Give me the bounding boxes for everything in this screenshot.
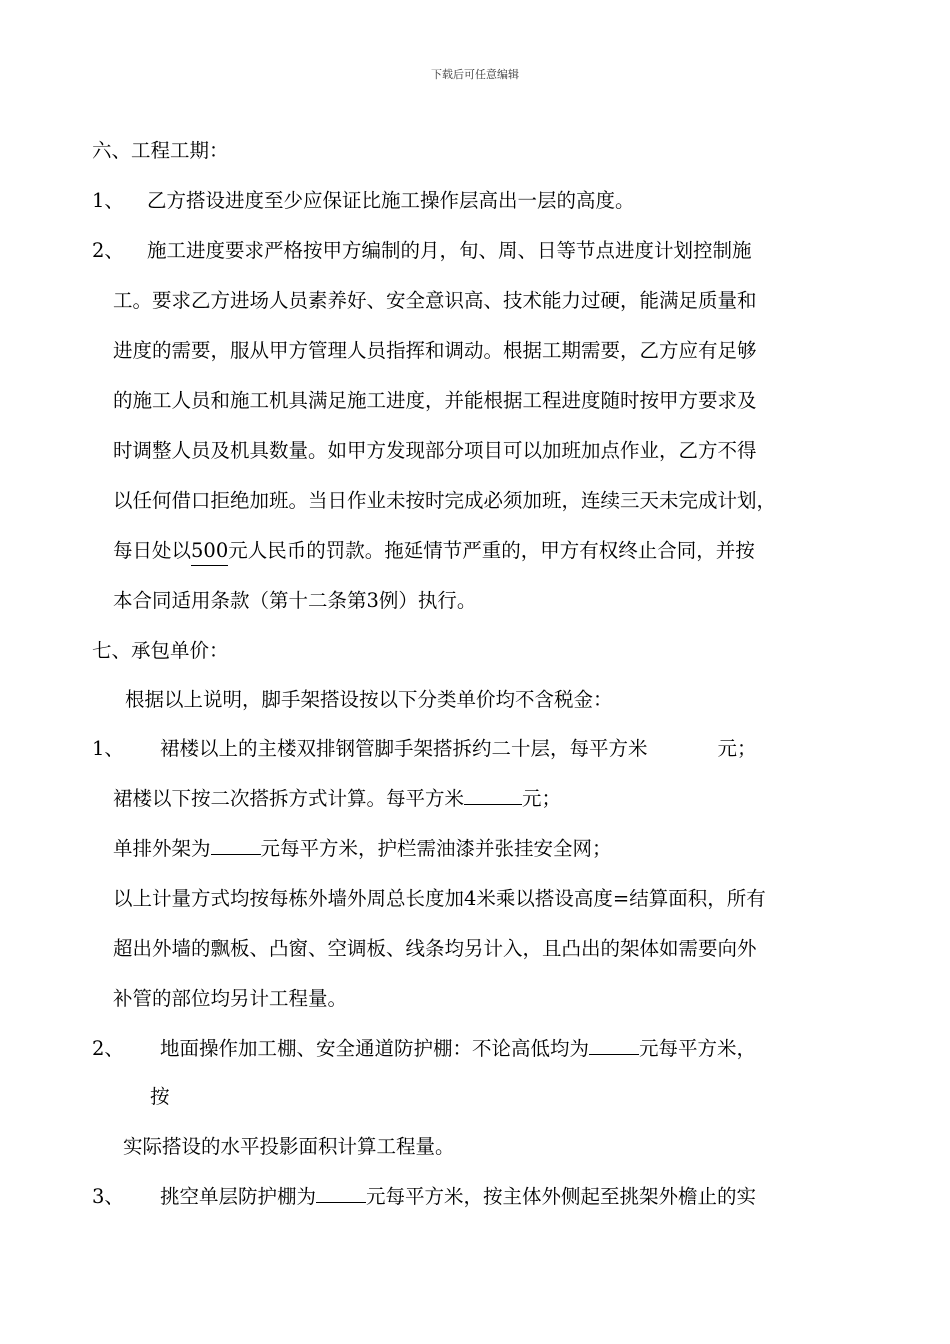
item-7-1-line-4: 以上计量方式均按每栋外墙外周总长度加4米乘以搭设高度=结算面积，所有 xyxy=(113,887,766,910)
item-7-1-line-6: 补管的部位均另计工程量。 xyxy=(113,987,348,1010)
item-6-2-line-5: 时调整人员及机具数量。如甲方发现部分项目可以加班加点作业，乙方不得 xyxy=(113,439,757,462)
item-7-1-line-1-suffix: 元； xyxy=(717,737,757,760)
item-7-3-number: 3、 xyxy=(92,1185,124,1208)
price-blank-single-row xyxy=(211,836,261,855)
section-7-title: 七、承包单价： xyxy=(92,639,229,662)
item-6-2-number: 2、 xyxy=(92,239,124,262)
item-7-1-line-3-prefix: 单排外架为 xyxy=(113,837,211,860)
section-7-intro: 根据以上说明，脚手架搭设按以下分类单价均不含税金： xyxy=(125,688,613,711)
item-6-2-line-7-suffix: 元人民币的罚款。拖延情节严重的，甲方有权终止合同，并按 xyxy=(228,539,755,562)
page-header: 下载后可任意编辑 xyxy=(431,68,519,81)
price-blank-canopy xyxy=(316,1184,366,1203)
item-7-1-line-2-prefix: 裙楼以下按二次搭拆方式计算。每平方米 xyxy=(113,787,465,810)
price-blank-podium xyxy=(464,786,522,805)
price-blank-shed xyxy=(589,1036,639,1055)
item-7-1-line-5: 超出外墙的飘板、凸窗、空调板、线条均另计入，且凸出的架体如需要向外 xyxy=(113,937,757,960)
item-7-1-line-1 xyxy=(160,735,757,763)
item-7-1-line-3 xyxy=(113,835,612,863)
item-6-1-number: 1、 xyxy=(92,189,124,212)
item-7-3-line-1 xyxy=(160,1183,756,1211)
item-7-2-line-1-prefix: 地面操作加工棚、安全通道防护棚：不论高低均为 xyxy=(160,1037,590,1060)
item-7-2-line-3: 实际搭设的水平投影面积计算工程量。 xyxy=(123,1135,455,1158)
item-6-2-line-7-prefix: 每日处以 xyxy=(113,539,192,562)
penalty-amount: 500 xyxy=(191,537,228,566)
item-6-2-line-1: 施工进度要求严格按甲方编制的月，旬、周、日等节点进度计划控制施 xyxy=(147,239,752,262)
item-7-2-line-2: 按 xyxy=(150,1085,170,1108)
item-6-2-line-6: 以任何借口拒绝加班。当日作业未按时完成必须加班，连续三天未完成计划， xyxy=(113,489,777,512)
item-7-1-line-2 xyxy=(113,785,561,813)
item-7-2-number: 2、 xyxy=(92,1037,124,1060)
item-6-2-line-2: 工。要求乙方进场人员素养好、安全意识高、技术能力过硬，能满足质量和 xyxy=(113,289,757,312)
item-7-1-line-3-suffix: 元每平方米，护栏需油漆并张挂安全网； xyxy=(260,837,612,860)
item-7-3-line-1-suffix: 元每平方米，按主体外侧起至挑架外檐止的实 xyxy=(366,1185,757,1208)
item-7-1-line-1-prefix: 裙楼以上的主楼双排钢管脚手架搭拆约二十层，每平方米 xyxy=(160,737,648,760)
item-7-2-line-1 xyxy=(160,1035,756,1063)
item-7-3-line-1-prefix: 挑空单层防护棚为 xyxy=(160,1185,317,1208)
item-6-2-line-7 xyxy=(113,537,755,566)
item-7-1-line-2-suffix: 元； xyxy=(522,787,562,810)
item-6-2-line-8: 本合同适用条款（第十二条第3例）执行。 xyxy=(113,589,477,612)
item-6-2-line-4: 的施工人员和施工机具满足施工进度，并能根据工程进度随时按甲方要求及 xyxy=(113,389,757,412)
item-6-1-text: 乙方搭设进度至少应保证比施工操作层高出一层的高度。 xyxy=(147,189,635,212)
item-7-2-line-1-suffix: 元每平方米， xyxy=(639,1037,757,1060)
item-6-2-line-3: 进度的需要，服从甲方管理人员指挥和调动。根据工期需要，乙方应有足够 xyxy=(113,339,757,362)
section-6-title: 六、工程工期： xyxy=(92,139,229,162)
item-7-1-number: 1、 xyxy=(92,737,124,760)
